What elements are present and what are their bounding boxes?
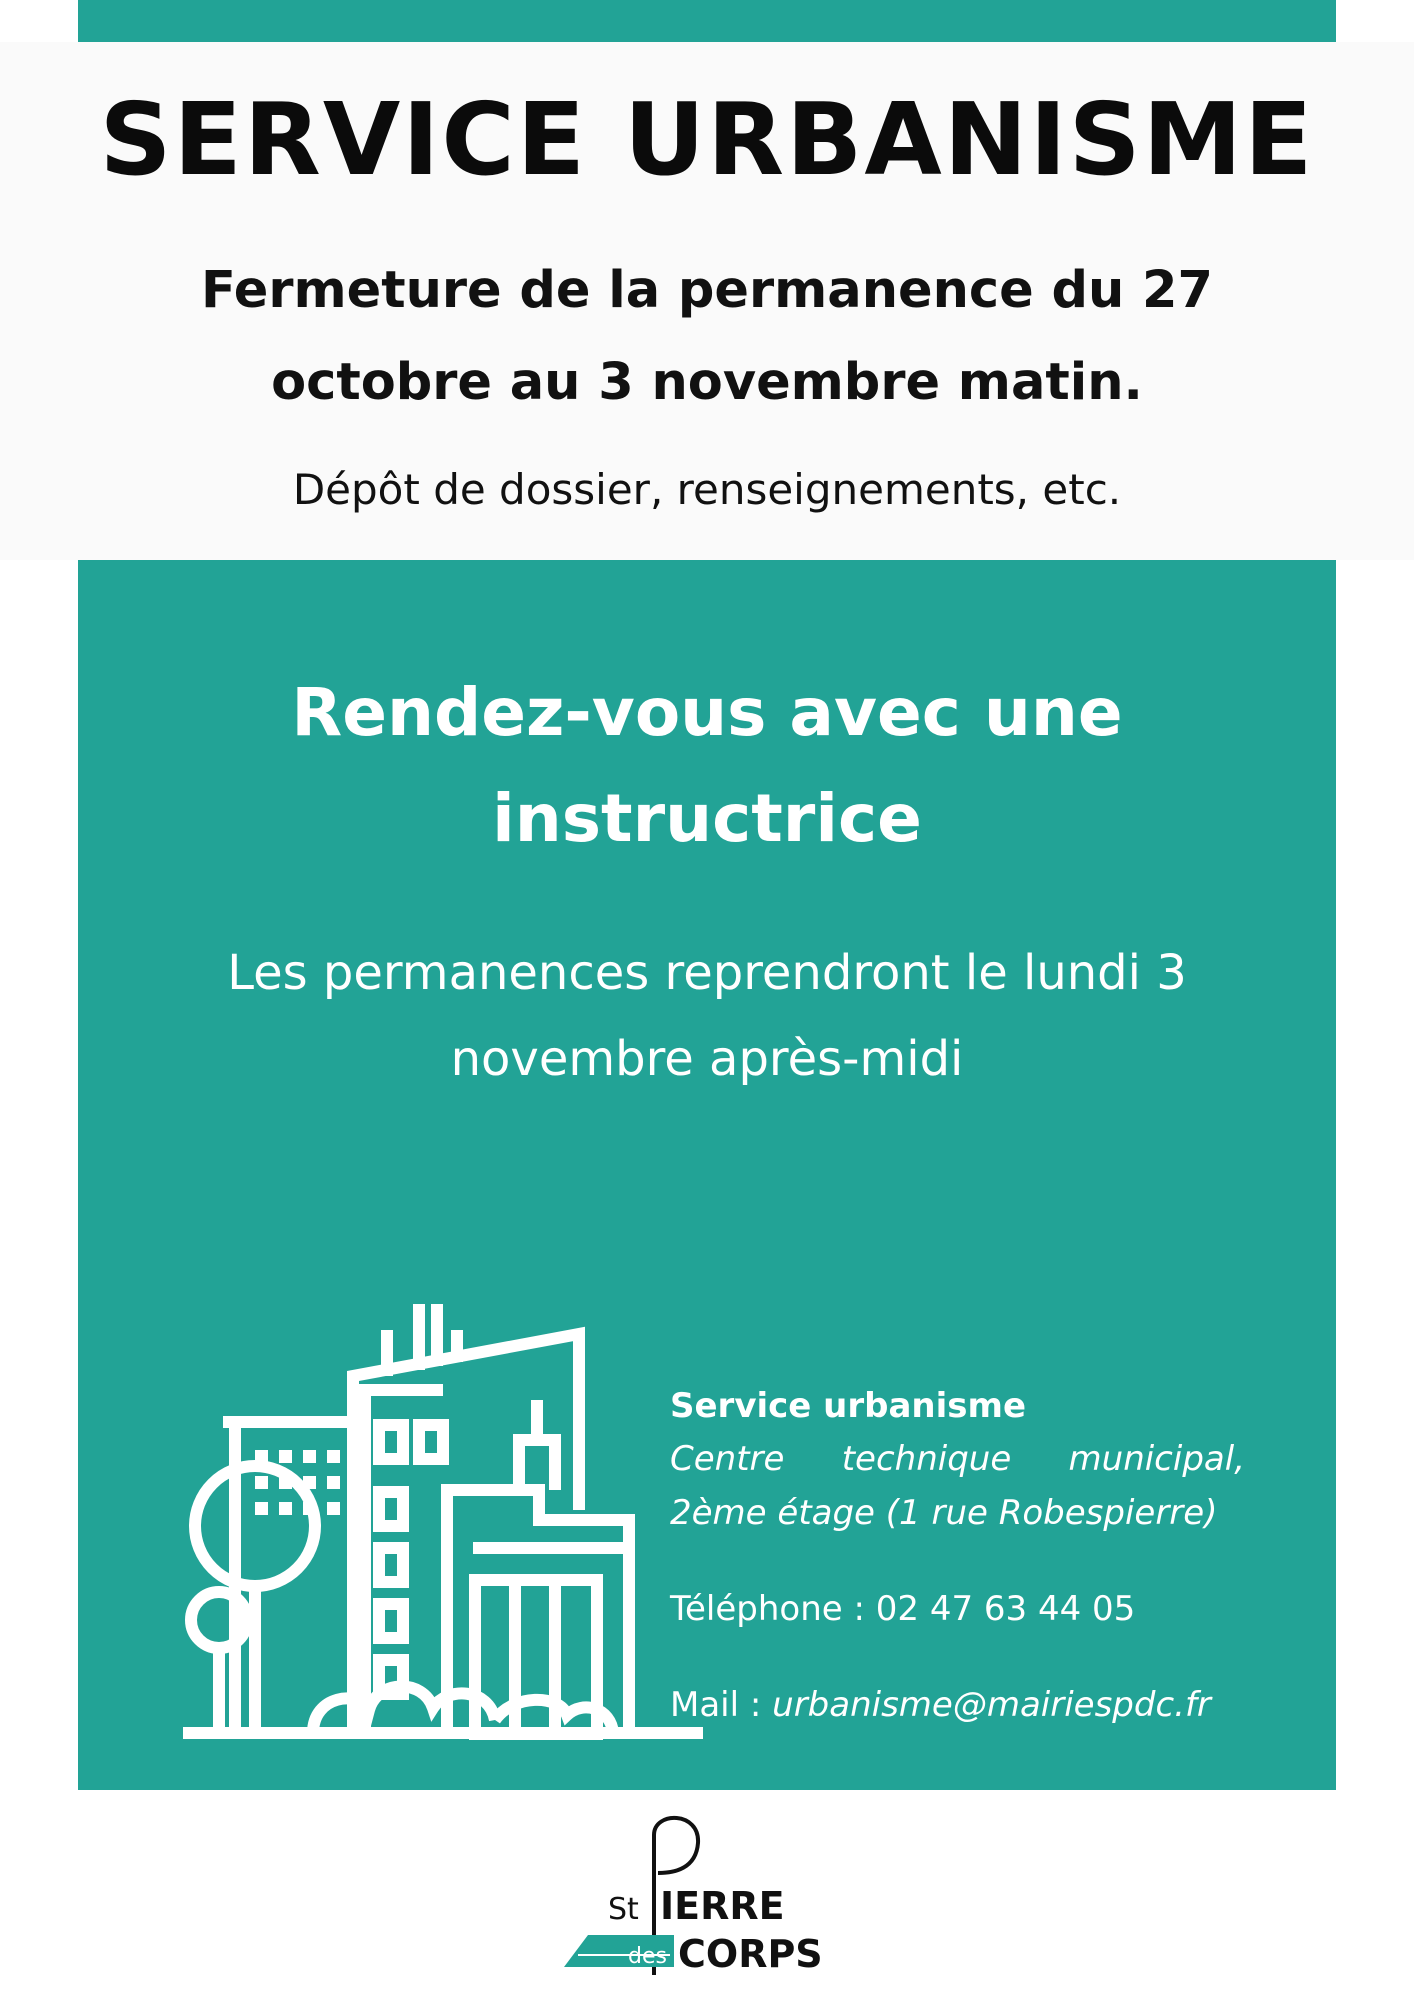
logo-des: des <box>628 1944 667 1969</box>
appointment-title: Rendez-vous avec une instructrice <box>291 674 1123 857</box>
closure-notice: Fermeture de la permanence du 27 octobre au 3 novembre matin. <box>200 261 1214 412</box>
mail-label: Mail : <box>670 1685 773 1725</box>
top-accent-bar <box>78 0 1336 42</box>
resume-notice: Les permanences reprendront le lundi 3 novembre après-midi <box>227 945 1187 1087</box>
logo-st: St <box>608 1892 639 1927</box>
page-title: SERVICE URBANISME <box>99 81 1315 198</box>
contact-phone <box>670 1583 1245 1635</box>
mail-link[interactable]: urbanisme@mairiespdc.fr <box>772 1685 1211 1725</box>
phone-number[interactable]: 02 47 63 44 05 <box>875 1589 1136 1629</box>
logo-pierre: IERRE <box>660 1884 785 1928</box>
contact-block <box>670 1380 1245 1731</box>
appointment-panel <box>78 560 1336 1790</box>
phone-label: Téléphone : <box>670 1589 876 1629</box>
contact-title: Service urbanisme <box>670 1386 1027 1426</box>
contact-address: Centre technique municipal, 2ème étage (1 rue Robespierre) <box>670 1439 1245 1533</box>
st-pierre-des-corps-logo <box>550 1815 870 1985</box>
contact-mail <box>670 1679 1245 1731</box>
services-line: Dépôt de dossier, renseignements, etc. <box>292 465 1122 514</box>
logo-corps: CORPS <box>678 1932 823 1976</box>
city-buildings-icon <box>183 1290 703 1750</box>
